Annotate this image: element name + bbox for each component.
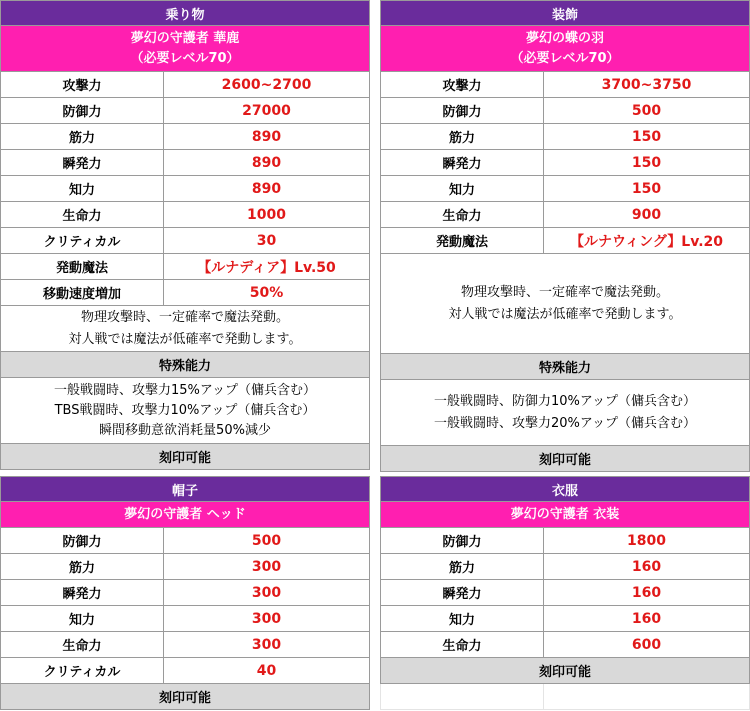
hat-item-name: 夢幻の守護者 ヘッド: [0, 502, 370, 528]
stat-label: 生命力: [1, 202, 164, 227]
ride-special-header: 特殊能力: [0, 352, 370, 378]
ride-item-name: [0, 26, 370, 72]
deco-stat-row: [380, 150, 750, 176]
ride-stat-row: [0, 72, 370, 98]
ride-stat-row: [0, 228, 370, 254]
hat-stat-row: [0, 606, 370, 632]
stat-label: 防御力: [381, 528, 544, 553]
stat-value: 27000: [242, 102, 291, 119]
stat-value: 300: [251, 558, 282, 575]
deco-stat-row: [380, 202, 750, 228]
deco-item-name: [380, 26, 750, 72]
stat-label: 防御力: [1, 98, 164, 123]
ride-stat-row: [0, 202, 370, 228]
stat-value: 3700~3750: [601, 76, 692, 93]
deco-special-header: 特殊能力: [380, 354, 750, 380]
special-line: 瞬間移動意欲消耗量50%減少: [99, 422, 271, 438]
stat-label: 生命力: [1, 632, 164, 657]
cloth-stat-row: [380, 606, 750, 632]
stat-value: 【ルナウィング】Lv.20: [569, 233, 723, 250]
stat-value: 890: [251, 128, 282, 145]
deco-item-name-line1: 夢幻の蝶の羽: [525, 30, 604, 46]
deco-panel: [380, 0, 750, 472]
hat-engrave-label: 刻印可能: [0, 684, 370, 710]
cloth-stat-row: [380, 554, 750, 580]
ride-special-abilities: [0, 378, 370, 444]
stat-label: 筋力: [381, 124, 544, 149]
stat-label: 知力: [381, 606, 544, 631]
ride-stat-row: [0, 176, 370, 202]
stat-label: 瞬発力: [381, 150, 544, 175]
deco-stat-row: [380, 98, 750, 124]
deco-magic-description: [380, 254, 750, 354]
hat-header: 帽子: [0, 476, 370, 502]
stat-label: 筋力: [1, 124, 164, 149]
ride-item-required-level: （必要レベル70）: [130, 50, 240, 66]
stat-value: 500: [631, 102, 662, 119]
cloth-item-name: 夢幻の守護者 衣装: [380, 502, 750, 528]
stat-label: 防御力: [381, 98, 544, 123]
ride-magic-description: [0, 306, 370, 352]
deco-stat-row: [380, 124, 750, 150]
special-line: 一般戦闘時、防御力10%アップ（傭兵含む）: [434, 393, 696, 409]
stat-value: 1000: [247, 206, 286, 223]
cloth-stat-row: [380, 632, 750, 658]
stat-value: 150: [631, 128, 662, 145]
stat-label: 発動魔法: [381, 228, 544, 253]
ride-stat-row: [0, 124, 370, 150]
stat-value: 1800: [627, 532, 666, 549]
stat-value: 500: [251, 532, 282, 549]
hat-stat-row: [0, 658, 370, 684]
ride-stat-row: [0, 98, 370, 124]
deco-header: 装飾: [380, 0, 750, 26]
ride-stat-row: [0, 254, 370, 280]
stat-value: 160: [631, 610, 662, 627]
deco-stat-row: [380, 228, 750, 254]
stat-label: 瞬発力: [1, 580, 164, 605]
special-line: 一般戦闘時、攻撃力20%アップ（傭兵含む）: [434, 415, 696, 431]
cloth-engrave-label: 刻印可能: [380, 658, 750, 684]
stat-label: 知力: [381, 176, 544, 201]
special-line: 一般戦闘時、攻撃力15%アップ（傭兵含む）: [54, 382, 316, 398]
cloth-stat-row: [380, 580, 750, 606]
ride-panel: [0, 0, 370, 470]
stat-value: 150: [631, 180, 662, 197]
stat-label: クリティカル: [1, 658, 164, 683]
stat-label: 生命力: [381, 632, 544, 657]
stat-value: 2600~2700: [221, 76, 312, 93]
stat-value: 890: [251, 154, 282, 171]
stat-label: 瞬発力: [381, 580, 544, 605]
deco-item-required-level: （必要レベル70）: [510, 50, 620, 66]
stat-value: 600: [631, 636, 662, 653]
stat-label: 攻撃力: [381, 72, 544, 97]
stat-label: クリティカル: [1, 228, 164, 253]
stat-label: 知力: [1, 176, 164, 201]
stat-value: 900: [631, 206, 662, 223]
hat-stat-row: [0, 554, 370, 580]
stat-value: 300: [251, 610, 282, 627]
stat-label: 生命力: [381, 202, 544, 227]
ride-stat-row: [0, 150, 370, 176]
ride-engrave-label: 刻印可能: [0, 444, 370, 470]
stat-value: 160: [631, 584, 662, 601]
stat-label: 筋力: [381, 554, 544, 579]
empty-row: [380, 684, 750, 710]
hat-stat-row: [0, 580, 370, 606]
hat-stat-row: [0, 528, 370, 554]
description-line: 対人戦では魔法が低確率で発動します。: [448, 306, 682, 322]
deco-stat-row: [380, 176, 750, 202]
deco-engrave-label: 刻印可能: [380, 446, 750, 472]
stat-value: 300: [251, 636, 282, 653]
stat-label: 瞬発力: [1, 150, 164, 175]
special-line: TBS戦闘時、攻撃力10%アップ（傭兵含む）: [54, 402, 316, 418]
stat-value: 【ルナディア】Lv.50: [197, 259, 336, 276]
ride-item-name-line1: 夢幻の守護者 華鹿: [130, 30, 240, 46]
deco-special-abilities: [380, 380, 750, 446]
stat-value: 300: [251, 584, 282, 601]
ride-stat-row: [0, 280, 370, 306]
description-line: 対人戦では魔法が低確率で発動します。: [68, 331, 302, 347]
cloth-stat-row: [380, 528, 750, 554]
stat-label: 知力: [1, 606, 164, 631]
description-line: 物理攻撃時、一定確率で魔法発動。: [80, 309, 289, 325]
stat-value: 150: [631, 154, 662, 171]
stat-value: 40: [256, 662, 277, 679]
ride-header: 乗り物: [0, 0, 370, 26]
stat-label: 移動速度増加: [1, 280, 164, 305]
deco-stat-row: [380, 72, 750, 98]
empty-cell: [381, 684, 544, 709]
hat-panel: [0, 476, 370, 710]
stat-label: 攻撃力: [1, 72, 164, 97]
stat-value: 160: [631, 558, 662, 575]
stat-label: 筋力: [1, 554, 164, 579]
cloth-panel: [380, 476, 750, 710]
stat-value: 30: [256, 232, 277, 249]
cloth-header: 衣服: [380, 476, 750, 502]
hat-stat-row: [0, 632, 370, 658]
stat-value: 890: [251, 180, 282, 197]
stat-label: 発動魔法: [1, 254, 164, 279]
stat-value: 50%: [249, 284, 284, 301]
description-line: 物理攻撃時、一定確率で魔法発動。: [460, 284, 669, 300]
stat-label: 防御力: [1, 528, 164, 553]
